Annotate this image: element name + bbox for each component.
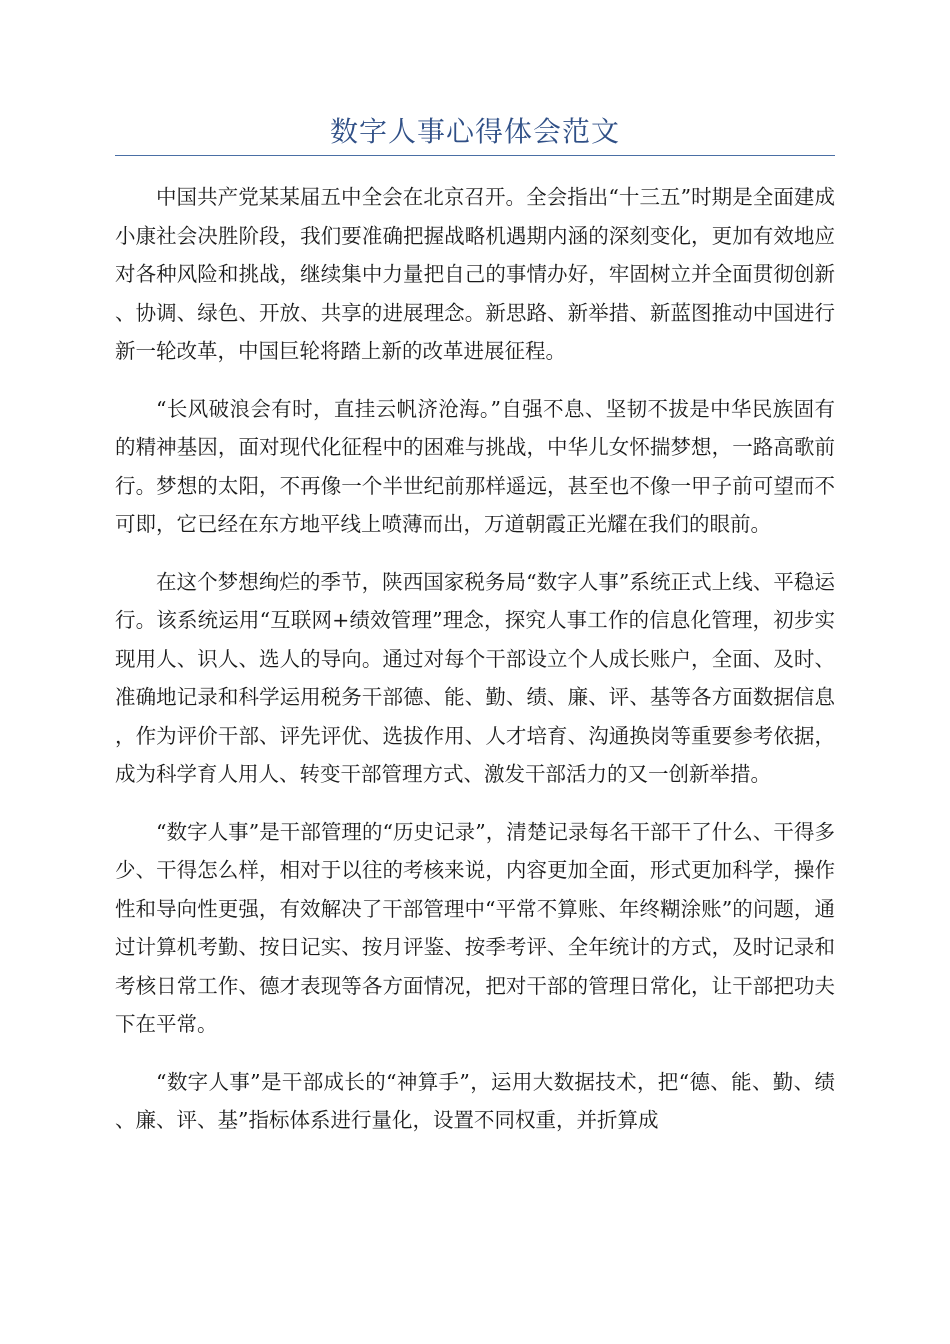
paragraph: 中国共产党某某届五中全会在北京召开。全会指出“十三五”时期是全面建成小康社会决胜阶段，我们要准确把握战略机遇期内涵的深刻变化，更加有效地应对各种风险和挑战，继续集中力量把自己的事情办好，牢固树立并全面贯彻创新、协调、绿色、开放、共享的进展理念。新思路、新举措、新蓝图推动中国进行新一轮改革，中国巨轮将踏上新的改革进展征程。 [115,185,835,363]
paragraph: “数字人事”是干部成长的“神算手”，运用大数据技术，把“德、能、勤、绩、廉、评、基”指标体系进行量化，设置不同权重，并折算成 [115,1069,835,1132]
document-title: 数字人事心得体会范文 [329,115,620,148]
paragraph: 在这个梦想绚烂的季节，陕西国家税务局“数字人事”系统正式上线、平稳运行。该系统运用“互联网+绩效管理”理念，探究人事工作的信息化管理，初步实现用人、识人、选人的导向。通过对每个干部设立个人成长账户，全面、及时、准确地记录和科学运用税务干部德、能、勤、绩、廉、评、基等各方面数据信息，作为评价干部、评先评优、选拔作用、人才培育、沟通换岗等重要参考依据，成为科学育人用人、转变干部管理方式、激发干部活力的又一创新举措。 [115,569,835,786]
document-body [115,178,835,1159]
paragraph: “数字人事”是干部管理的“历史记录”，清楚记录每名干部干了什么、干得多少、干得怎么样，相对于以往的考核来说，内容更加全面，形式更加科学，操作性和导向性更强，有效解决了干部管理中“平常不算账、年终糊涂账”的问题，通过计算机考勤、按日记实、按月评鉴、按季考评、全年统计的方式，及时记录和考核日常工作、德才表现等各方面情况，把对干部的管理日常化，让干部把功夫下在平常。 [115,819,835,1036]
title-block [115,112,835,156]
paragraph: “长风破浪会有时，直挂云帆济沧海。”自强不息、坚韧不拔是中华民族固有的精神基因，面对现代化征程中的困难与挑战，中华儿女怀揣梦想，一路高歌前行。梦想的太阳，不再像一个半世纪前那样遥远，甚至也不像一甲子前可望而不可即，它已经在东方地平线上喷薄而出，万道朝霞正光耀在我们的眼前。 [115,396,835,536]
